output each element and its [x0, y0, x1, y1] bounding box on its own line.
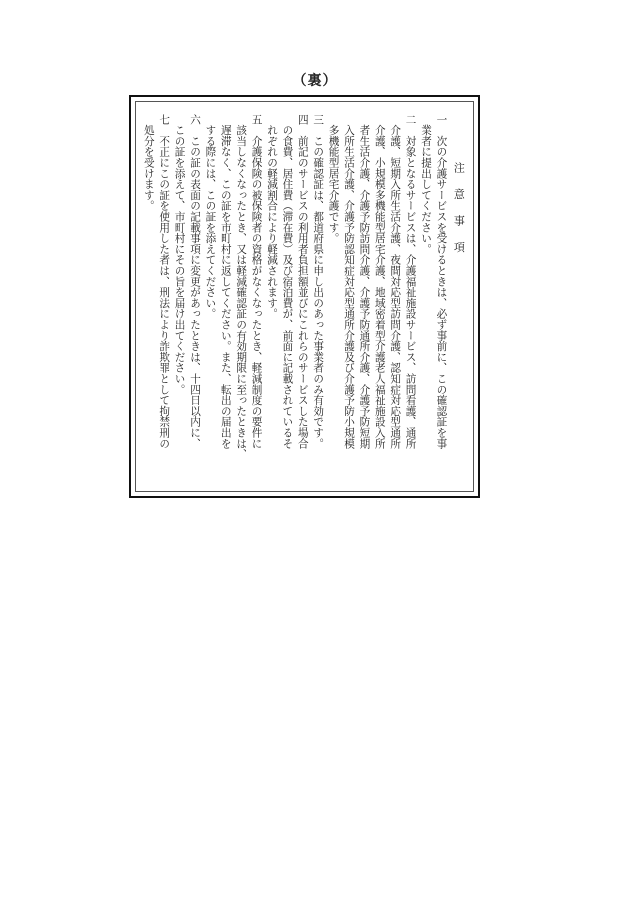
notice-line-18: この証を添えて、市町村にその旨を届け出てください。 — [173, 114, 186, 395]
notice-line-12: れぞれの軽減割合により軽減されます。 — [266, 114, 278, 320]
notice-heading: 注 意 事 項 — [452, 162, 466, 259]
notice-line-16: する際には、この証を添えてください。 — [204, 114, 217, 320]
notice-line-3: 二 対象となるサービスは、介護福祉施設サービス、訪問看護、通所 — [404, 114, 417, 449]
notice-line-2: 業者に提出してください。 — [420, 114, 432, 255]
notice-line-20: 処分を受けます。 — [142, 114, 155, 212]
notice-card-inner — [135, 101, 474, 492]
notice-line-8: 多機能型居宅介護です。 — [327, 114, 340, 244]
notice-line-15: 遅滞なく、この証を市町村に返してください。また、転出の届出を — [219, 114, 232, 449]
notice-line-6: 者生活介護、介護予防訪問介護、介護予防通所介護、介護予防短期 — [358, 114, 371, 449]
notice-line-7: 入所生活介護、介護予防認知症対応型通所介護及び介護予防小規模 — [343, 114, 355, 449]
notice-line-13: 五 介護保険の被保険者の資格がなくなったとき、軽減制度の要件に — [250, 114, 263, 449]
notice-line-4: 介護、短期入所生活介護、夜間対応型訪問介護、認知症対応型通所 — [389, 114, 402, 449]
notice-line-14: 該当しなくなったとき、又は軽減確認証の有効期限に至ったときは、 — [235, 114, 248, 460]
notice-line-5: 介護、小規模多機能型居宅介護、地域密着型介護老人福祉施設入所 — [373, 114, 386, 449]
page-title: （裏） — [292, 73, 338, 89]
notice-line-1: 一 次の介護サービスを受けるときは、必ず事前に、この確認証を事 — [435, 114, 448, 449]
notice-line-19: 七 不正にこの証を使用した者は、刑法により詐欺罪として拘禁刑の — [158, 114, 171, 449]
notice-line-10: 四 前記のサービスの利用者負担額並びにこれらのサービスした場合 — [296, 114, 309, 449]
notice-line-17: 六 この証の表面の記載事項に変更があったときは、十四日以内に、 — [189, 114, 201, 449]
notice-card — [129, 95, 480, 498]
notice-line-9: 三 この確認証は、都道府県に申し出のあった事業者のみ有効です。 — [312, 114, 325, 449]
notice-line-11: の食費、居住費（滞在費）及び宿泊費が、前面に記載されているそ — [281, 114, 294, 449]
